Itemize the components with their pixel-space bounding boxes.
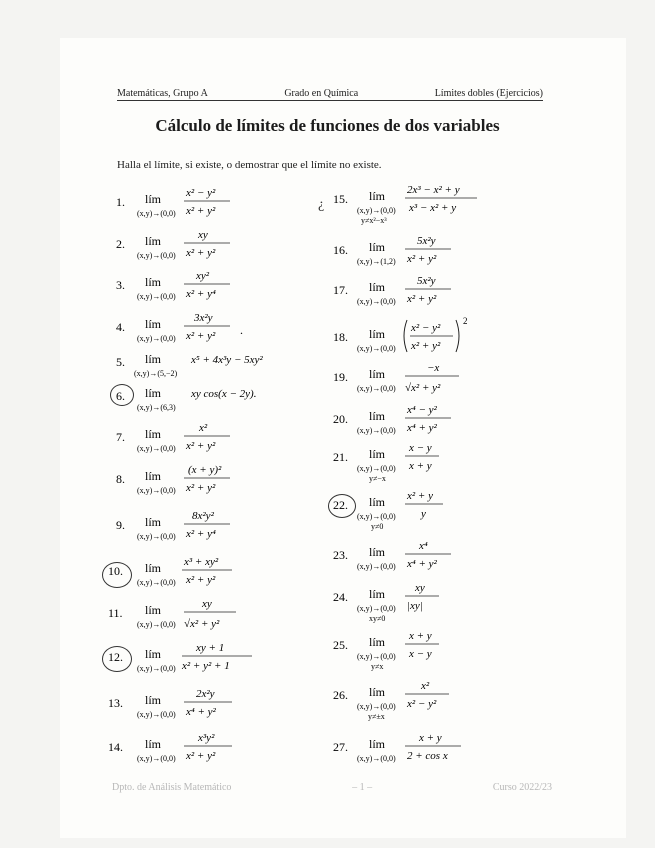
- svg-text:y≠±x: y≠±x: [368, 712, 385, 721]
- svg-text:1.: 1.: [116, 195, 125, 209]
- problem-14-formula: [108, 728, 316, 772]
- problem-17: [333, 271, 533, 320]
- svg-text:lím: lím: [369, 409, 386, 423]
- svg-text:(x,y)→(0,0): (x,y)→(0,0): [357, 652, 396, 661]
- handwritten-mark: ¿: [318, 197, 325, 212]
- problem-4-formula: [116, 308, 316, 352]
- svg-text:x³ − x² + y: x³ − x² + y: [409, 202, 457, 214]
- svg-text:11.: 11.: [108, 606, 123, 620]
- svg-text:lím: lím: [369, 447, 386, 461]
- svg-text:lím: lím: [145, 647, 162, 661]
- svg-text:x⁴: x⁴: [419, 540, 428, 552]
- svg-text:2.: 2.: [116, 237, 125, 251]
- svg-text:x² + y²: x² + y²: [186, 247, 216, 259]
- problem-17-formula: [333, 271, 533, 315]
- problem-7-formula: [116, 418, 316, 462]
- svg-text:(x,y)→(0,0): (x,y)→(0,0): [357, 384, 396, 393]
- svg-text:xy: xy: [415, 582, 425, 594]
- svg-text:7.: 7.: [116, 430, 125, 444]
- svg-text:x²: x²: [199, 422, 208, 434]
- svg-text:xy + 1: xy + 1: [196, 642, 225, 654]
- svg-text:(x,y)→(0,0): (x,y)→(0,0): [137, 486, 176, 495]
- svg-text:x² + y²: x² + y²: [186, 750, 216, 762]
- svg-text:2x²y: 2x²y: [196, 688, 215, 700]
- svg-text:16.: 16.: [333, 243, 348, 257]
- svg-text:lím: lím: [369, 280, 386, 294]
- svg-text:y≠−x: y≠−x: [369, 474, 386, 483]
- svg-text:x²: x²: [421, 680, 430, 692]
- instructions: Halla el límite, si existe, o demostrar que el límite no existe.: [117, 159, 382, 171]
- svg-text:(x,y)→(0,0): (x,y)→(0,0): [357, 754, 396, 763]
- svg-text:(x,y)→(0,0): (x,y)→(0,0): [357, 344, 396, 353]
- svg-text:8.: 8.: [116, 472, 125, 486]
- svg-text:lím: lím: [145, 275, 162, 289]
- svg-text:lím: lím: [145, 515, 162, 529]
- svg-text:x² − y²: x² − y²: [407, 698, 437, 710]
- svg-text:x³ + xy²: x³ + xy²: [184, 556, 219, 568]
- svg-text:19.: 19.: [333, 370, 348, 384]
- svg-text:3.: 3.: [116, 278, 125, 292]
- problem-26-formula: [333, 676, 533, 726]
- svg-text:(x,y)→(0,0): (x,y)→(0,0): [137, 209, 176, 218]
- problem-3-formula: [116, 266, 316, 310]
- problem-14: [108, 728, 316, 777]
- header-topic: Límites dobles (Ejercicios): [434, 88, 543, 99]
- svg-text:x² + y²: x² + y²: [411, 340, 441, 352]
- svg-text:(x,y)→(0,0): (x,y)→(0,0): [137, 620, 176, 629]
- handwritten-circle-12: [102, 646, 132, 672]
- footer-department: Dpto. de Análisis Matemático: [112, 782, 232, 793]
- svg-text:lím: lím: [369, 587, 386, 601]
- svg-text:x⁴ + y²: x⁴ + y²: [186, 706, 216, 718]
- svg-text:x² + y²: x² + y²: [186, 205, 216, 217]
- svg-text:18.: 18.: [333, 330, 348, 344]
- svg-text:(x,y)→(1,2): (x,y)→(1,2): [357, 257, 396, 266]
- problem-13-formula: [108, 684, 316, 728]
- svg-text:x⁴ + y²: x⁴ + y²: [407, 422, 437, 434]
- problem-27-formula: [333, 728, 533, 772]
- svg-text:(x,y)→(5,−2): (x,y)→(5,−2): [134, 369, 178, 378]
- svg-text:lím: lím: [369, 685, 386, 699]
- problem-12: [108, 638, 316, 687]
- svg-text:−x: −x: [427, 362, 440, 374]
- svg-text:y: y: [421, 508, 426, 520]
- svg-text:lím: lím: [369, 495, 386, 509]
- svg-text:(x,y)→(6,3): (x,y)→(6,3): [137, 403, 176, 412]
- svg-text:x⁵ + 4x³y − 5xy²: x⁵ + 4x³y − 5xy²: [191, 354, 263, 366]
- svg-text:.: .: [240, 323, 243, 337]
- svg-text:y≠x: y≠x: [371, 662, 384, 671]
- svg-text:lím: lím: [145, 561, 162, 575]
- svg-text:3x²y: 3x²y: [194, 312, 213, 324]
- svg-text:x² + y: x² + y: [407, 490, 433, 502]
- svg-text:(x,y)→(0,0): (x,y)→(0,0): [357, 464, 396, 473]
- svg-text:22.: 22.: [333, 498, 348, 512]
- svg-text:lím: lím: [145, 386, 162, 400]
- handwritten-circle-6: [110, 384, 134, 406]
- svg-text:9.: 9.: [116, 518, 125, 532]
- problem-21: [333, 438, 533, 493]
- svg-text:xy≠0: xy≠0: [369, 614, 386, 623]
- svg-text:x + y: x + y: [419, 732, 442, 744]
- svg-text:lím: lím: [369, 635, 386, 649]
- svg-text:(x,y)→(0,0): (x,y)→(0,0): [357, 426, 396, 435]
- svg-text:(x,y)→(0,0): (x,y)→(0,0): [137, 578, 176, 587]
- svg-text:x² + y² + 1: x² + y² + 1: [182, 660, 230, 672]
- problem-27: [333, 728, 533, 777]
- page-title: Cálculo de límites de funciones de dos variables: [155, 116, 500, 135]
- svg-text:√x² + y²: √x² + y²: [184, 618, 220, 630]
- problem-15-formula: [333, 180, 533, 230]
- svg-text:x² − y²: x² − y²: [186, 187, 216, 199]
- problem-2-formula: [116, 225, 316, 269]
- svg-text:17.: 17.: [333, 283, 348, 297]
- svg-text:xy: xy: [198, 229, 208, 241]
- footer-page-number: – 1 –: [352, 782, 373, 793]
- svg-text:x + y: x + y: [409, 460, 432, 472]
- svg-text:14.: 14.: [108, 740, 123, 754]
- svg-text:x² + y²: x² + y²: [407, 293, 437, 305]
- problem-8: [116, 460, 316, 509]
- svg-text:lím: lím: [369, 545, 386, 559]
- svg-text:x⁴ + y²: x⁴ + y²: [407, 558, 437, 570]
- svg-text:(x,y)→(0,0): (x,y)→(0,0): [137, 444, 176, 453]
- handwritten-circle-10: [102, 562, 132, 588]
- svg-text:5x²y: 5x²y: [417, 275, 436, 287]
- svg-text:x² + y²: x² + y²: [186, 440, 216, 452]
- svg-text:21.: 21.: [333, 450, 348, 464]
- svg-text:4.: 4.: [116, 320, 125, 334]
- page-footer: [112, 782, 552, 793]
- svg-text:lím: lím: [145, 317, 162, 331]
- svg-text:x² + y²: x² + y²: [186, 330, 216, 342]
- svg-text:(x,y)→(0,0): (x,y)→(0,0): [137, 334, 176, 343]
- svg-text:(x,y)→(0,0): (x,y)→(0,0): [357, 562, 396, 571]
- svg-text:lím: lím: [145, 427, 162, 441]
- problem-12-formula: [108, 638, 316, 682]
- problem-25: [333, 626, 533, 681]
- svg-text:lím: lím: [145, 693, 162, 707]
- svg-text:5.: 5.: [116, 355, 125, 369]
- problem-9-formula: [116, 506, 316, 550]
- footer-course-year: Curso 2022/23: [492, 782, 552, 793]
- problem-21-formula: [333, 438, 533, 488]
- svg-text:24.: 24.: [333, 590, 348, 604]
- svg-text:(x,y)→(0,0): (x,y)→(0,0): [357, 297, 396, 306]
- svg-text:15.: 15.: [333, 192, 348, 206]
- problem-22: [333, 486, 533, 541]
- problem-23-formula: [333, 536, 533, 580]
- svg-text:x − y: x − y: [409, 442, 432, 454]
- svg-text:x + y: x + y: [409, 630, 432, 642]
- svg-text:x² + y²: x² + y²: [186, 482, 216, 494]
- handwritten-circle-22: [328, 494, 356, 518]
- problem-10-formula: [108, 552, 316, 596]
- problem-6: [116, 382, 316, 423]
- svg-text:6.: 6.: [116, 389, 125, 403]
- svg-text:x² + y⁴: x² + y⁴: [186, 288, 216, 300]
- svg-text:2: 2: [463, 316, 468, 326]
- svg-text:x³y²: x³y²: [198, 732, 215, 744]
- svg-text:13.: 13.: [108, 696, 123, 710]
- svg-text:lím: lím: [145, 192, 162, 206]
- svg-text:lím: lím: [145, 352, 162, 366]
- svg-text:lím: lím: [369, 367, 386, 381]
- svg-text:(x,y)→(0,0): (x,y)→(0,0): [137, 754, 176, 763]
- svg-text:|xy|: |xy|: [407, 600, 423, 612]
- svg-text:23.: 23.: [333, 548, 348, 562]
- svg-text:5x²y: 5x²y: [417, 235, 436, 247]
- svg-text:lím: lím: [369, 189, 386, 203]
- problem-9: [116, 506, 316, 555]
- problem-15: [333, 180, 533, 235]
- svg-text:xy cos(x − 2y).: xy cos(x − 2y).: [191, 388, 257, 400]
- problem-8-formula: [116, 460, 316, 504]
- svg-text:lím: lím: [145, 234, 162, 248]
- svg-text:x² + y²: x² + y²: [407, 253, 437, 265]
- page-header: [117, 88, 543, 101]
- svg-text:lím: lím: [145, 737, 162, 751]
- problem-11-formula: [108, 594, 316, 638]
- problem-11: [108, 594, 316, 643]
- svg-text:x⁴ − y²: x⁴ − y²: [407, 404, 437, 416]
- svg-text:8x²y²: 8x²y²: [192, 510, 214, 522]
- problem-26: [333, 676, 533, 731]
- problem-13: [108, 684, 316, 733]
- svg-text:x − y: x − y: [409, 648, 432, 660]
- problem-24-formula: [333, 578, 533, 628]
- svg-text:(x + y)²: (x + y)²: [188, 464, 222, 476]
- header-course: Matemáticas, Grupo A: [117, 88, 208, 99]
- svg-text:(x,y)→(0,0): (x,y)→(0,0): [357, 604, 396, 613]
- svg-text:(x,y)→(0,0): (x,y)→(0,0): [137, 532, 176, 541]
- svg-text:26.: 26.: [333, 688, 348, 702]
- svg-text:xy²: xy²: [196, 270, 210, 282]
- svg-text:lím: lím: [369, 737, 386, 751]
- problem-22-formula: [333, 486, 533, 536]
- svg-text:lím: lím: [145, 603, 162, 617]
- header-degree: Grado en Química: [284, 88, 359, 99]
- svg-text:lím: lím: [145, 469, 162, 483]
- svg-text:(x,y)→(0,0): (x,y)→(0,0): [357, 206, 396, 215]
- svg-text:x² + y⁴: x² + y⁴: [186, 528, 216, 540]
- svg-text:y≠0: y≠0: [371, 522, 384, 531]
- svg-text:(x,y)→(0,0): (x,y)→(0,0): [137, 664, 176, 673]
- problem-19-formula: [333, 358, 533, 402]
- problem-18-formula: [333, 314, 533, 362]
- svg-text:(x,y)→(0,0): (x,y)→(0,0): [137, 710, 176, 719]
- svg-text:lím: lím: [369, 240, 386, 254]
- svg-text:y≠x²−x³: y≠x²−x³: [361, 216, 387, 225]
- svg-text:2x³ − x² + y: 2x³ − x² + y: [407, 184, 460, 196]
- problem-6-formula: [116, 382, 316, 418]
- svg-text:xy: xy: [202, 598, 212, 610]
- svg-text:x² − y²: x² − y²: [411, 322, 441, 334]
- svg-text:(x,y)→(0,0): (x,y)→(0,0): [137, 292, 176, 301]
- svg-text:lím: lím: [369, 327, 386, 341]
- svg-text:2 + cos x: 2 + cos x: [407, 750, 448, 762]
- svg-text:20.: 20.: [333, 412, 348, 426]
- problem-5-formula: [116, 348, 316, 384]
- svg-text:√x² + y²: √x² + y²: [405, 382, 441, 394]
- problem-1-formula: [116, 183, 316, 227]
- problem-24: [333, 578, 533, 633]
- svg-text:27.: 27.: [333, 740, 348, 754]
- svg-text:(x,y)→(0,0): (x,y)→(0,0): [137, 251, 176, 260]
- svg-text:12.: 12.: [108, 650, 123, 664]
- svg-text:x² + y²: x² + y²: [186, 574, 216, 586]
- problem-16-formula: [333, 231, 533, 275]
- problem-25-formula: [333, 626, 533, 676]
- svg-text:(x,y)→(0,0): (x,y)→(0,0): [357, 702, 396, 711]
- svg-text:25.: 25.: [333, 638, 348, 652]
- svg-text:(x,y)→(0,0): (x,y)→(0,0): [357, 512, 396, 521]
- svg-text:10.: 10.: [108, 564, 123, 578]
